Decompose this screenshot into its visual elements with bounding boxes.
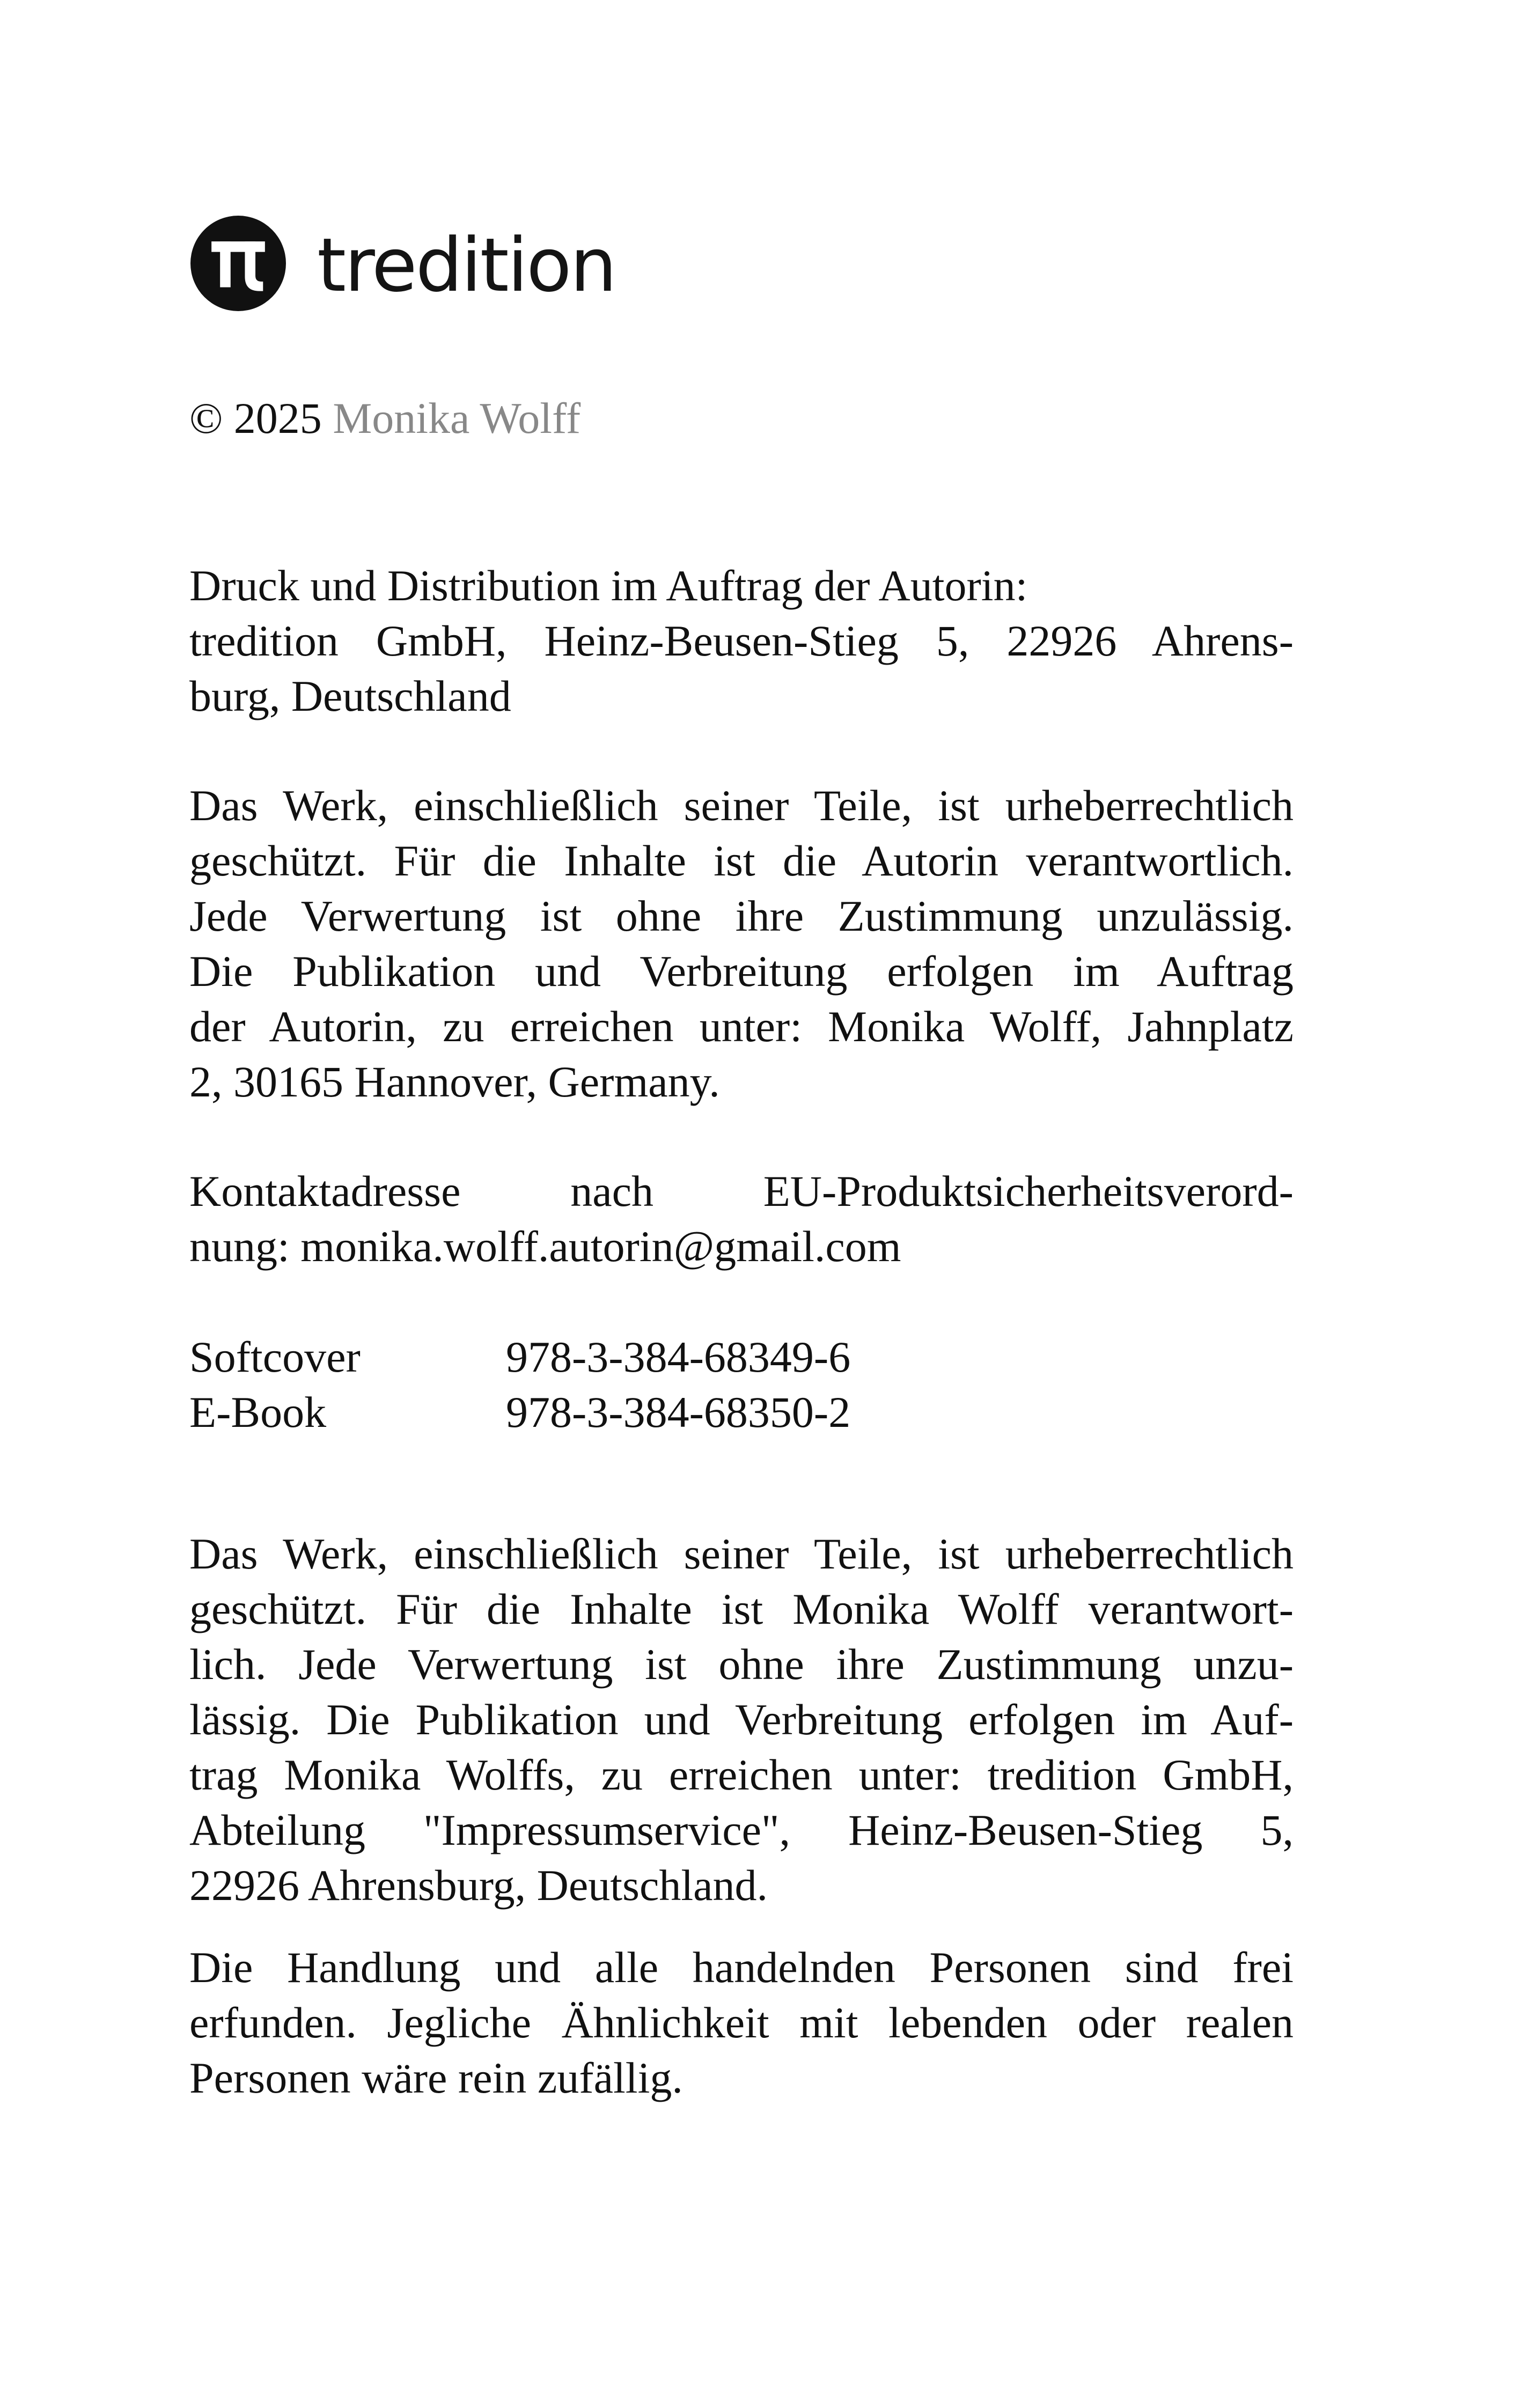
publisher-wordmark: tredition <box>317 222 615 308</box>
isbn-format: Softcover <box>189 1332 361 1381</box>
rights-notice-line: Abteilung "Impressumservice", Heinz-Beusen-Stieg 5, <box>189 1806 1294 1854</box>
rights-notice-line: Das Werk, einschließlich seiner Teile, ist urheberrechtlich <box>189 781 1294 830</box>
rights-notice-line: lässig. Die Publikation und Verbreitung erfolgen im Auf- <box>189 1695 1294 1744</box>
isbn-row <box>189 1385 850 1440</box>
print-notice-line: burg, Deutschland <box>189 672 511 720</box>
disclaimer-line: Die Handlung und alle handelnden Personen sind frei <box>189 1943 1294 1992</box>
print-notice <box>189 558 1294 724</box>
contact-notice <box>189 1164 1294 1274</box>
isbn-number: 978-3-384-68350-2 <box>506 1388 851 1437</box>
copyright-line <box>189 391 1294 446</box>
rights-notice-line: Das Werk, einschließlich seiner Teile, ist urheberrechtlich <box>189 1529 1294 1578</box>
rights-notice-line: Jede Verwertung ist ohne ihre Zustimmung unzulässig. <box>189 892 1294 940</box>
contact-notice-line: Kontaktadresse nach EU-Produktsicherheitsverord- <box>189 1167 1294 1216</box>
isbn-row <box>189 1329 850 1385</box>
isbn-format: E-Book <box>189 1388 327 1437</box>
disclaimer-line: Personen wäre rein zufällig. <box>189 2053 683 2102</box>
rights-notice-line: geschützt. Für die Inhalte ist Monika Wolff verantwort- <box>189 1585 1294 1633</box>
rights-notice-line: geschützt. Für die Inhalte ist die Autorin verantwortlich. <box>189 836 1294 885</box>
copyright-author: Monika Wolff <box>333 394 581 443</box>
copyright-year: © 2025 <box>189 394 322 443</box>
rights-notice-publisher <box>189 1526 1294 1913</box>
rights-notice-author <box>189 778 1294 1109</box>
tredition-logo-icon <box>190 216 286 311</box>
isbn-table <box>189 1329 850 1440</box>
rights-notice-line: der Autorin, zu erreichen unter: Monika Wolff, Jahnplatz <box>189 1002 1294 1051</box>
fiction-disclaimer <box>189 1940 1294 2105</box>
rights-notice-line: trag Monika Wolffs, zu erreichen unter: tredition GmbH, <box>189 1750 1294 1799</box>
publisher-logo <box>190 213 615 313</box>
rights-notice-line: 22926 Ahrensburg, Deutschland. <box>189 1861 768 1910</box>
isbn-number: 978-3-384-68349-6 <box>506 1332 851 1381</box>
rights-notice-line: 2, 30165 Hannover, Germany. <box>189 1057 720 1106</box>
disclaimer-line: erfunden. Jegliche Ähnlichkeit mit lebenden oder realen <box>189 1998 1294 2047</box>
print-notice-line: Druck und Distribution im Auftrag der Autorin: <box>189 561 1028 610</box>
contact-email-line: nung: monika.wolff.autorin@gmail.com <box>189 1222 901 1271</box>
rights-notice-line: lich. Jede Verwertung ist ohne ihre Zustimmung unzu- <box>189 1640 1294 1689</box>
print-notice-line: tredition GmbH, Heinz-Beusen-Stieg 5, 22926 Ahrens- <box>189 616 1294 665</box>
rights-notice-line: Die Publikation und Verbreitung erfolgen im Auftrag <box>189 947 1294 996</box>
